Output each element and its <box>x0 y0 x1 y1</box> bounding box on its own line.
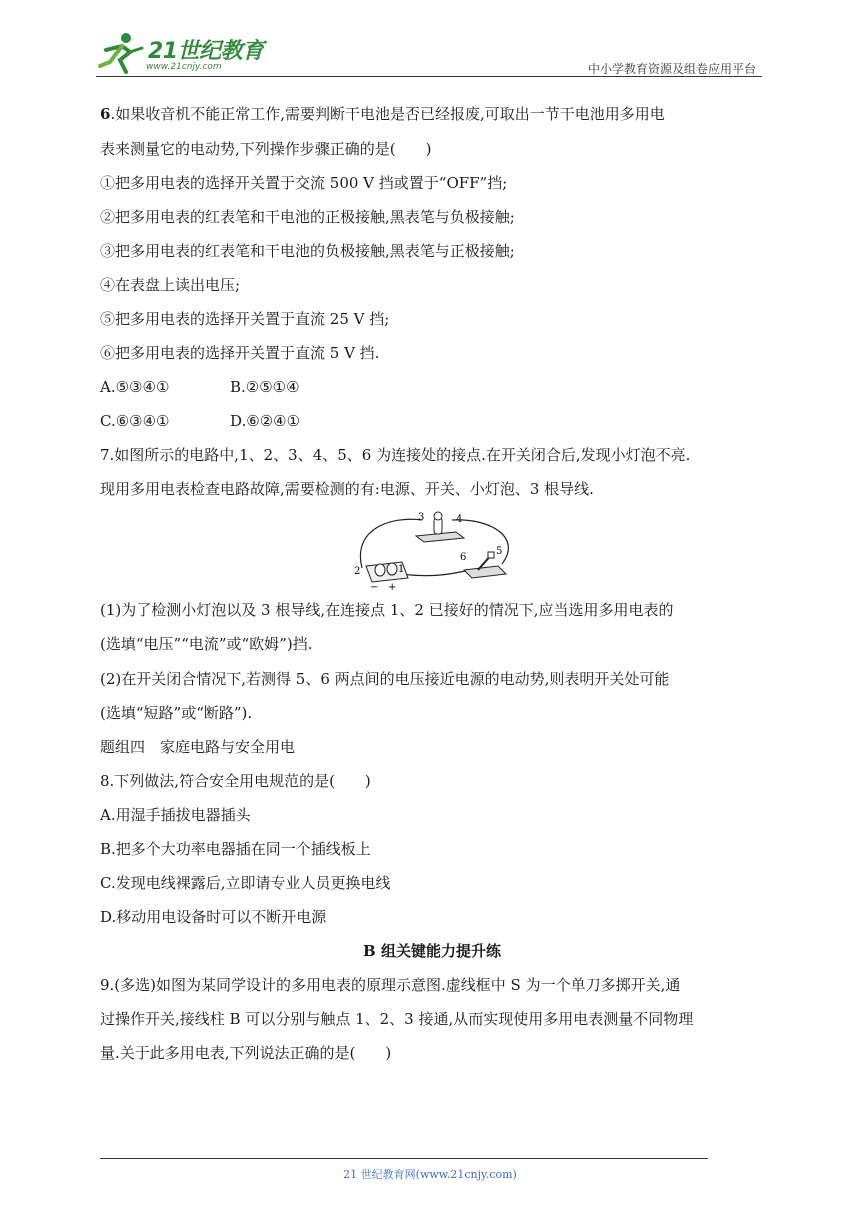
group-four-heading: 题组四 家庭电路与安全用电 <box>100 738 296 756</box>
q9-line-2: 过操作开关,接线柱 B 可以分别与触点 1、2、3 接通,从而实现使用多用电表测量不同物理 <box>100 1010 694 1028</box>
q7-line-2: 现用多用电表检查电路故障,需要检测的有:电源、开关、小灯泡、3 根导线. <box>100 480 594 498</box>
footer-divider <box>100 1158 708 1159</box>
logo-main-text: 21世纪教育 <box>148 39 264 64</box>
q7-sub1-line-2: (选填“电压”“电流”或“欧姆”)挡. <box>100 635 313 653</box>
q6-step-6: ⑥把多用电表的选择开关置于直流 5 V 挡. <box>100 344 380 362</box>
q6-option-c[interactable]: C.⑥③④① <box>100 412 170 430</box>
q6-stem-1: .如果收音机不能正常工作,需要判断干电池是否已经报废,可取出一节干电池用多用电 <box>110 105 665 123</box>
q6-option-a[interactable]: A.⑤③④① <box>100 378 170 396</box>
label-5: 5 <box>496 546 503 557</box>
label-3: 3 <box>418 512 425 523</box>
q8-stem: 8.下列做法,符合安全用电规范的是( ) <box>100 772 371 790</box>
battery-cell-icon <box>375 564 385 576</box>
q6-step-4: ④在表盘上读出电压; <box>100 276 241 294</box>
q9-line-3: 量.关于此多用电表,下列说法正确的是( ) <box>100 1044 392 1062</box>
q8-option-b[interactable]: B.把多个大功率电器插在同一个插线板上 <box>100 840 371 858</box>
section-b-title: B 组关键能力提升练 <box>363 942 501 960</box>
q6-option-b[interactable]: B.②⑤①④ <box>230 378 300 396</box>
site-logo[interactable] <box>96 30 266 78</box>
battery-cell-icon-2 <box>387 563 397 575</box>
logo-sub-text: www.21cnjy.com <box>146 62 222 72</box>
q7-line-1: 7.如图所示的电路中,1、2、3、4、5、6 为连接处的接点.在开关闭合后,发现小灯泡不亮. <box>100 446 691 464</box>
footer-text[interactable]: 21 世纪教育网(www.21cnjy.com) <box>343 1168 517 1181</box>
label-minus: − <box>370 582 379 592</box>
q8-option-c[interactable]: C.发现电线裸露后,立即请专业人员更换电线 <box>100 874 391 892</box>
q6-line-2: 表来测量它的电动势,下列操作步骤正确的是( ) <box>100 140 432 158</box>
q6-step-3: ③把多用电表的红表笔和干电池的负极接触,黑表笔与正极接触; <box>100 242 515 260</box>
q6-options-row-2 <box>100 411 360 431</box>
label-4: 4 <box>456 514 463 525</box>
runner-logo-icon <box>96 30 148 76</box>
wire-bottom <box>402 570 470 576</box>
q6-step-5: ⑤把多用电表的选择开关置于直流 25 V 挡; <box>100 310 390 328</box>
label-2: 2 <box>354 566 361 577</box>
label-plus: + <box>388 582 397 592</box>
q6-option-d[interactable]: D.⑥②④① <box>230 412 301 430</box>
q8-option-a[interactable]: A.用湿手插拔电器插头 <box>100 806 251 824</box>
header-platform-text: 中小学教育资源及组卷应用平台 <box>587 62 756 76</box>
q7-sub2-line-1: (2)在开关闭合情况下,若测得 5、6 两点间的电压接近电源的电动势,则表明开关处可能 <box>100 670 670 688</box>
label-1: 1 <box>398 564 405 575</box>
header-divider <box>96 76 762 77</box>
circuit-diagram <box>352 508 514 592</box>
q6-step-2: ②把多用电表的红表笔和干电池的正极接触,黑表笔与负极接触; <box>100 208 515 226</box>
q8-option-d[interactable]: D.移动用电设备时可以不断开电源 <box>100 908 327 926</box>
q9-line-1: 9.(多选)如图为某同学设计的多用电表的原理示意图.虚线框中 S 为一个单刀多掷开关,通 <box>100 976 681 994</box>
q7-sub2-line-2: (选填“短路”或“断路”). <box>100 704 253 722</box>
wire-left <box>360 519 422 568</box>
label-6: 6 <box>460 552 467 563</box>
page-header <box>96 30 762 78</box>
q6-step-1: ①把多用电表的选择开关置于交流 500 V 挡或置于“OFF”挡; <box>100 174 508 192</box>
switch-board <box>464 566 506 578</box>
q6-options-row-1 <box>100 377 360 397</box>
q6-line-1: 6.如果收音机不能正常工作,需要判断干电池是否已经报废,可取出一节干电池用多用电 <box>100 105 665 123</box>
q7-sub1-line-1: (1)为了检测小灯泡以及 3 根导线,在连接点 1、2 已接好的情况下,应当选用多用电表的 <box>100 601 674 619</box>
